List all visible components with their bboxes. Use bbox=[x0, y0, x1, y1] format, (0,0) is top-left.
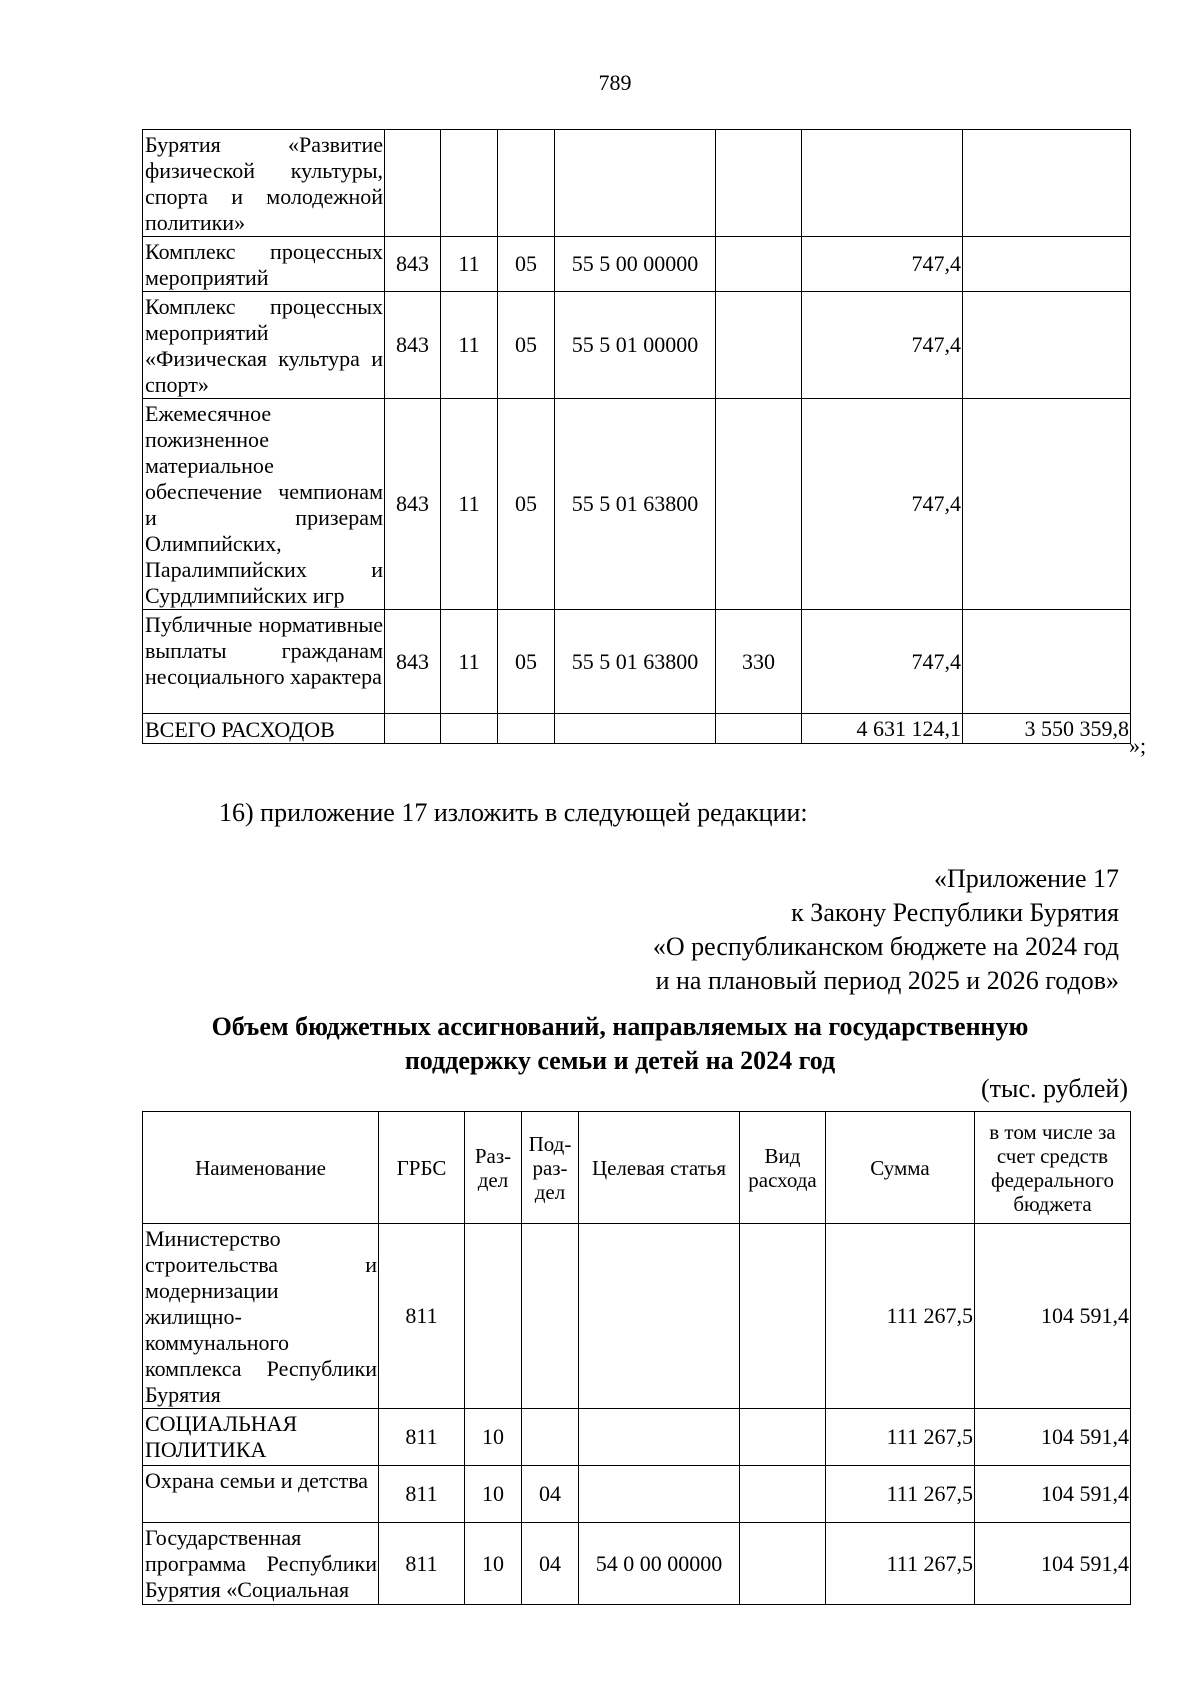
row-name: ВСЕГО РАСХОДОВ bbox=[143, 714, 385, 744]
row-grbs: 811 bbox=[379, 1224, 465, 1409]
header-federal: в том числе за счет средств федерального бюджета bbox=[975, 1112, 1131, 1224]
table-row bbox=[143, 399, 1131, 610]
header-vid: Вид расхода bbox=[740, 1112, 826, 1224]
title-line: Объем бюджетных ассигнований, направляемых на государственную bbox=[211, 1012, 1029, 1041]
row-vid bbox=[740, 1409, 826, 1466]
row-sum-2 bbox=[963, 292, 1131, 399]
document-title bbox=[120, 1010, 1120, 1078]
row-target: 55 5 01 63800 bbox=[555, 399, 716, 610]
row-grbs bbox=[385, 130, 441, 237]
table-row bbox=[143, 1224, 1131, 1409]
row-grbs: 843 bbox=[385, 610, 441, 714]
row-vid bbox=[740, 1523, 826, 1605]
appendix-line: к Закону Республики Бурятия bbox=[791, 898, 1119, 927]
row-podrazdel: 05 bbox=[498, 610, 555, 714]
row-grbs: 843 bbox=[385, 292, 441, 399]
table-header-row bbox=[143, 1112, 1131, 1224]
row-razdel: 11 bbox=[441, 399, 498, 610]
expenditure-table-continuation bbox=[142, 129, 1131, 744]
row-podrazdel: 05 bbox=[498, 399, 555, 610]
header-sum: Сумма bbox=[826, 1112, 975, 1224]
row-grbs: 843 bbox=[385, 237, 441, 292]
row-target: 54 0 00 00000 bbox=[579, 1523, 740, 1605]
row-grbs: 811 bbox=[379, 1466, 465, 1523]
row-name: Министерство строительства и модернизации жилищно-коммунального комплекса Республики Бурятия bbox=[143, 1224, 379, 1409]
row-target bbox=[579, 1224, 740, 1409]
table-row bbox=[143, 1409, 1131, 1466]
row-sum: 111 267,5 bbox=[826, 1523, 975, 1605]
row-federal: 104 591,4 bbox=[975, 1224, 1131, 1409]
row-vid: 330 bbox=[716, 610, 802, 714]
row-sum: 111 267,5 bbox=[826, 1224, 975, 1409]
row-sum-2 bbox=[963, 237, 1131, 292]
title-line: поддержку семьи и детей на 2024 год bbox=[404, 1046, 836, 1075]
row-sum-2 bbox=[963, 130, 1131, 237]
row-target bbox=[579, 1409, 740, 1466]
row-vid bbox=[716, 399, 802, 610]
row-podrazdel bbox=[522, 1409, 579, 1466]
row-target bbox=[579, 1466, 740, 1523]
row-name: Охрана семьи и детства bbox=[143, 1466, 379, 1523]
row-target: 55 5 01 00000 bbox=[555, 292, 716, 399]
row-razdel: 10 bbox=[465, 1523, 522, 1605]
row-name: СОЦИАЛЬНАЯ ПОЛИТИКА bbox=[143, 1409, 379, 1466]
row-name: Ежемесячное пожизненное материальное обеспечение чемпионам и призерам Олимпийских, Паралимпийских и Сурдлимпийских игр bbox=[143, 399, 385, 610]
row-federal: 104 591,4 bbox=[975, 1409, 1131, 1466]
row-vid bbox=[716, 130, 802, 237]
header-podrazdel: Под-раз-дел bbox=[522, 1112, 579, 1224]
row-target bbox=[555, 130, 716, 237]
row-razdel: 10 bbox=[465, 1466, 522, 1523]
row-target: 55 5 00 00000 bbox=[555, 237, 716, 292]
row-federal: 104 591,4 bbox=[975, 1523, 1131, 1605]
amendment-paragraph: 16) приложение 17 изложить в следующей редакции: bbox=[219, 798, 808, 827]
row-razdel: 10 bbox=[465, 1409, 522, 1466]
row-sum: 4 631 124,1 bbox=[802, 714, 963, 744]
row-razdel bbox=[441, 714, 498, 744]
row-vid bbox=[716, 237, 802, 292]
closing-quote: »; bbox=[1129, 733, 1147, 758]
row-name: Государственная программа Республики Бурятия «Социальная bbox=[143, 1523, 379, 1605]
table-row bbox=[143, 714, 1131, 744]
appendix-line: «Приложение 17 bbox=[933, 864, 1119, 893]
row-grbs: 811 bbox=[379, 1409, 465, 1466]
row-name: Публичные нормативные выплаты гражданам несоциального характера bbox=[143, 610, 385, 714]
row-podrazdel: 05 bbox=[498, 292, 555, 399]
row-name: Комплекс процессных мероприятий «Физическая культура и спорт» bbox=[143, 292, 385, 399]
table-row bbox=[143, 1466, 1131, 1523]
appendix-line: и на плановый период 2025 и 2026 годов» bbox=[655, 966, 1119, 995]
row-razdel bbox=[465, 1224, 522, 1409]
row-sum-2: 3 550 359,8 bbox=[963, 714, 1131, 744]
row-razdel: 11 bbox=[441, 292, 498, 399]
row-sum: 747,4 bbox=[802, 292, 963, 399]
row-podrazdel bbox=[522, 1224, 579, 1409]
row-podrazdel bbox=[498, 714, 555, 744]
page-number: 789 bbox=[598, 70, 632, 95]
table-row bbox=[143, 130, 1131, 237]
row-grbs bbox=[385, 714, 441, 744]
appendix-line: «О республиканском бюджете на 2024 год bbox=[652, 932, 1119, 961]
units-label: (тыс. рублей) bbox=[980, 1074, 1128, 1103]
row-vid bbox=[716, 714, 802, 744]
appendix-header bbox=[653, 862, 1119, 998]
row-target: 55 5 01 63800 bbox=[555, 610, 716, 714]
row-podrazdel: 04 bbox=[522, 1523, 579, 1605]
row-razdel: 11 bbox=[441, 610, 498, 714]
row-sum bbox=[802, 130, 963, 237]
row-sum: 747,4 bbox=[802, 399, 963, 610]
row-sum: 111 267,5 bbox=[826, 1409, 975, 1466]
row-vid bbox=[740, 1224, 826, 1409]
table-row bbox=[143, 1523, 1131, 1605]
row-podrazdel: 04 bbox=[522, 1466, 579, 1523]
row-sum: 747,4 bbox=[802, 237, 963, 292]
row-target bbox=[555, 714, 716, 744]
row-sum-2 bbox=[963, 610, 1131, 714]
row-vid bbox=[740, 1466, 826, 1523]
table-row bbox=[143, 292, 1131, 399]
row-vid bbox=[716, 292, 802, 399]
family-support-table bbox=[142, 1111, 1131, 1605]
header-grbs: ГРБС bbox=[379, 1112, 465, 1224]
row-grbs: 811 bbox=[379, 1523, 465, 1605]
row-name: Комплекс процессных мероприятий bbox=[143, 237, 385, 292]
header-name: Наименование bbox=[143, 1112, 379, 1224]
row-podrazdel: 05 bbox=[498, 237, 555, 292]
row-razdel: 11 bbox=[441, 237, 498, 292]
row-grbs: 843 bbox=[385, 399, 441, 610]
row-sum-2 bbox=[963, 399, 1131, 610]
table-row bbox=[143, 610, 1131, 714]
row-federal: 104 591,4 bbox=[975, 1466, 1131, 1523]
header-target: Целевая статья bbox=[579, 1112, 740, 1224]
row-podrazdel bbox=[498, 130, 555, 237]
row-name: Бурятия «Развитие физической культуры, спорта и молодежной политики» bbox=[143, 130, 385, 237]
row-razdel bbox=[441, 130, 498, 237]
header-razdel: Раз-дел bbox=[465, 1112, 522, 1224]
row-sum: 747,4 bbox=[802, 610, 963, 714]
table-row bbox=[143, 237, 1131, 292]
row-sum: 111 267,5 bbox=[826, 1466, 975, 1523]
